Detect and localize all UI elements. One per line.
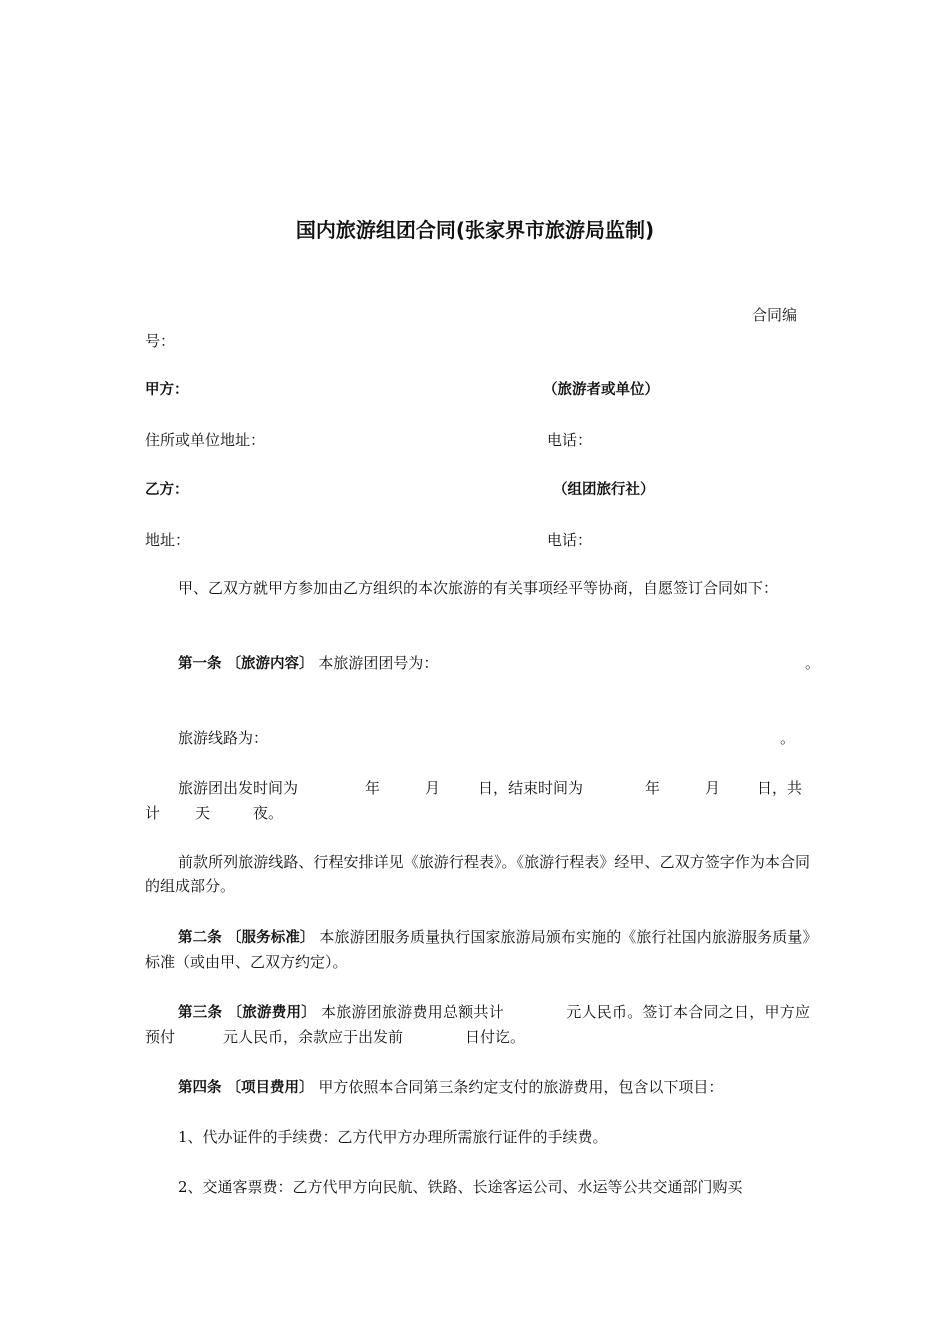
contract-number-label-cont: 号： [145,332,176,350]
departure-month: 月 [425,779,441,797]
article-4-text: 甲方依照本合同第三条约定支付的旅游费用，包含以下项目： [318,1078,724,1096]
duration-days: 天 [195,804,211,822]
article-1-label: 第一条 〔旅游内容〕 [178,656,314,672]
article-2-label: 第二条 〔服务标准〕 [178,930,315,946]
end-month: 月 [705,779,721,797]
contract-number-label: 合同编 [752,306,798,324]
end-day: 日，共 [757,779,803,797]
article-1 [178,651,438,676]
article-4-label: 第四条 〔项目费用〕 [178,1080,314,1096]
intro-paragraph: 甲、乙双方就甲方参加由乙方组织的本次旅游的有关事项经平等协商，自愿签订合同如下： [178,579,779,597]
party-a-phone-label: 电话： [547,431,593,449]
departure-year: 年 [365,779,381,797]
route-end: 。 [780,729,796,747]
article-3-label: 第三条 〔旅游费用〕 [178,1005,317,1021]
party-a-address-label: 住所或单位地址： [145,431,266,449]
article-2-text: 本旅游团服务质量执行国家旅游局颁布实施的《旅行社国内旅游服务质量》标准（或由甲、乙双方约定）。 [145,928,810,971]
party-b-phone-label: 电话： [547,531,593,549]
party-b-address-label: 地址： [145,531,191,549]
article-4 [145,1075,810,1100]
item-2: 2、交通客票费：乙方代甲方向民航、铁路、长途客运公司、水运等公共交通部门购买 [178,1178,743,1196]
departure-text: 旅游团出发时间为 [178,779,299,797]
article-1-text: 本旅游团团号为： [318,654,439,672]
route-label: 旅游线路为： [178,729,269,747]
party-a-label: 甲方： [145,382,189,398]
document-title: 国内旅游组团合同(张家界市旅游局监制) [295,218,655,242]
duration-nights: 夜。 [253,804,284,822]
departure-day-end: 日，结束时间为 [478,779,584,797]
article-3-text-c: 元人民币，余款应于出发前 [223,1028,404,1046]
party-b-note: （组团旅行社） [553,482,655,498]
article-3-text-a: 本旅游团旅游费用总额共计 [321,1003,504,1021]
article-2 [145,925,810,974]
party-a-note: （旅游者或单位） [543,382,659,398]
end-year: 年 [645,779,661,797]
duration-ji: 计 [145,804,161,822]
article-3-text-b: 元人民币。签订本合同之日，甲方应预付 [145,1003,810,1046]
itinerary-paragraph: 前款所列旅游线路、行程安排详见《旅游行程表》。《旅游行程表》经甲、乙双方签字作为本合同的组成部分。 [145,853,810,895]
article-3 [145,1000,810,1049]
item-1: 1、代办证件的手续费：乙方代甲方办理所需旅行证件的手续费。 [178,1128,608,1146]
article-3-text-d: 日付讫。 [465,1028,526,1046]
article-1-end: 。 [805,654,821,672]
party-b-label: 乙方： [145,482,189,498]
